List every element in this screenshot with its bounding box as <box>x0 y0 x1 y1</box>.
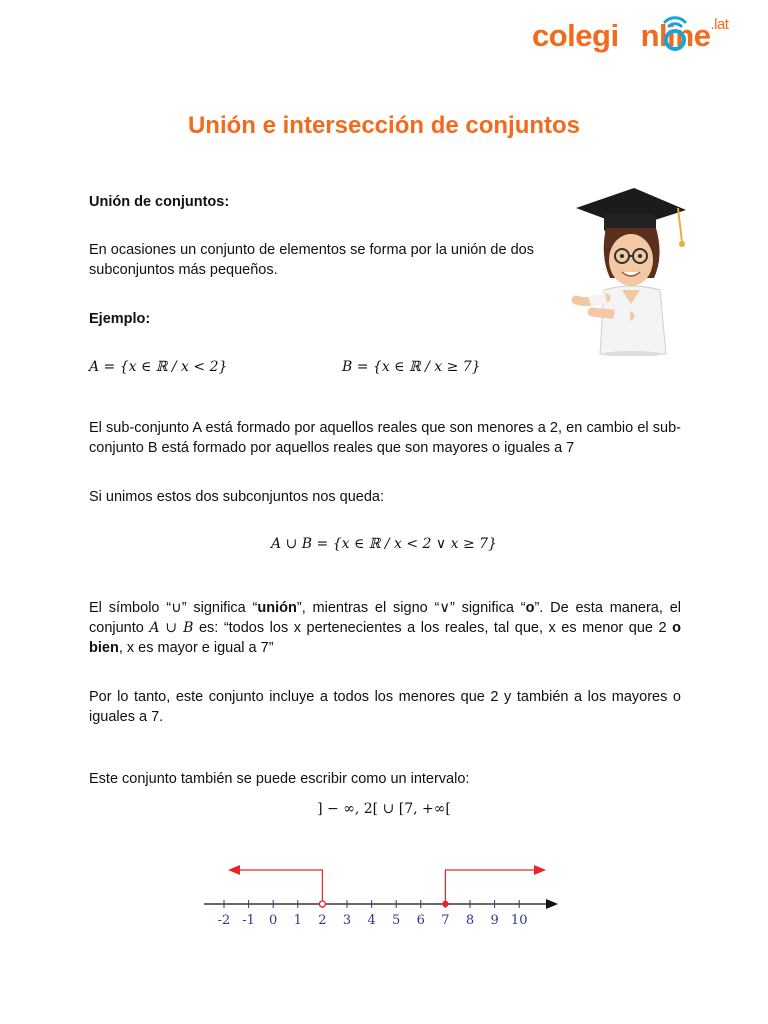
graduate-mascot-illustration <box>570 186 688 356</box>
closed-point <box>442 901 448 907</box>
left-ray-arrow <box>228 865 240 875</box>
join-text: Si unimos estos dos subconjuntos nos queda: <box>89 489 385 505</box>
right-ray-arrow <box>534 865 546 875</box>
symbol-paragraph: El símbolo “∪” significa “unión”, mientras el signo “∨” significa “o”. De esta manera, el conjunto A ∪ B es: “todos los x pertenecientes a los reales, tal que, x es menor que 2 o bien, x es mayor e igual a 7” <box>89 600 681 656</box>
union-expression: A ∪ B = {x ∈ ℝ / x < 2 ∨ x ≥ 7} <box>271 536 497 552</box>
logo-wifi-o-icon <box>660 10 690 54</box>
tick-label: 8 <box>465 913 475 928</box>
tick-label: 10 <box>510 913 528 928</box>
tick-label: 5 <box>392 913 401 928</box>
tick-label: -2 <box>217 913 231 928</box>
tick-label: 7 <box>441 913 450 928</box>
tick-label: 6 <box>416 913 425 928</box>
tick-label: 0 <box>269 913 278 928</box>
brand-logo <box>532 14 754 62</box>
interval-intro: Este conjunto también se puede escribir como un intervalo: <box>89 771 470 787</box>
tick-label: 9 <box>490 913 499 928</box>
conclusion-paragraph: Por lo tanto, este conjunto incluye a todos los menores que 2 y también a los mayores o iguales a 7. <box>89 689 681 725</box>
tick-label: 4 <box>367 913 376 928</box>
tick-label: 1 <box>293 913 302 928</box>
set-b-definition: B = {x ∈ ℝ / x ≥ 7} <box>342 359 481 375</box>
logo-wordmark: colegi nline$^{.lat}$ <box>532 16 729 53</box>
interval-expression: ] − ∞, 2[ ∪ [7, +∞[ <box>317 801 451 817</box>
open-point <box>319 901 325 907</box>
tick-label: 2 <box>318 913 327 928</box>
right-ray <box>445 870 538 904</box>
explanation-paragraph: El sub-conjunto A está formado por aquellos reales que son menores a 2, en cambio el sub-conjunto B está formado por aquellos reales que son mayores o iguales a 7 <box>89 420 681 456</box>
example-label: Ejemplo: <box>89 311 151 327</box>
intro-paragraph: En ocasiones un conjunto de elementos se forma por la unión de dos subconjuntos más pequeños. <box>89 242 534 278</box>
page-title: Unión e intersección de conjuntos <box>187 112 581 139</box>
axis-arrow <box>546 899 558 909</box>
set-a-definition: A = {x ∈ ℝ / x < 2} <box>89 359 228 375</box>
tick-label: 3 <box>342 913 352 928</box>
left-ray <box>234 870 322 902</box>
tick-label: -1 <box>242 913 255 928</box>
number-line <box>200 858 570 938</box>
section-heading: Unión de conjuntos: <box>89 194 230 210</box>
